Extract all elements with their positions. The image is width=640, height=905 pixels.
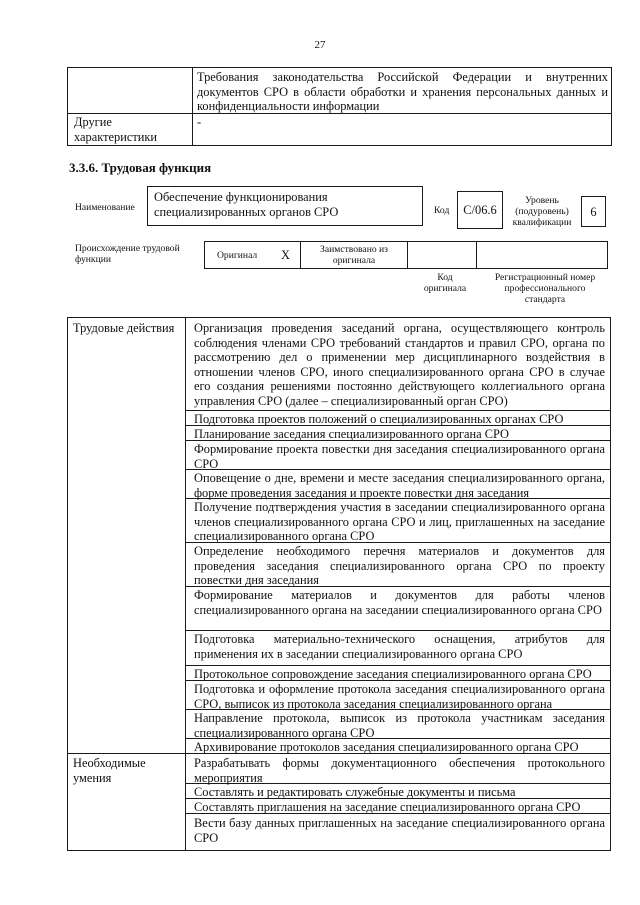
origin-label: Происхождение трудовой функции bbox=[75, 243, 180, 265]
name-label: Наименование bbox=[75, 202, 135, 213]
reg-number-caption: Регистрационный номер профессионального стандарта bbox=[494, 272, 596, 305]
borrowed-label: Заимствовано из оригинала bbox=[320, 244, 388, 266]
labor-action-item: Подготовка материально-технического оснащения, атрибутов для применения их в заседании специализированного органа СРО bbox=[194, 632, 605, 661]
code-original-caption: Код оригинала bbox=[423, 272, 467, 294]
page-number: 27 bbox=[314, 39, 326, 51]
labor-action-item: Получение подтверждения участия в заседании специализированного органа членов специализированного органа СРО и лиц, приглашенных на заседание специализированного органа СРО bbox=[194, 500, 605, 544]
section-title: 3.3.6. Трудовая функция bbox=[69, 160, 212, 175]
code-label: Код bbox=[434, 205, 450, 216]
level-value-box bbox=[581, 196, 606, 227]
required-skills-label: Необходимые умения bbox=[73, 756, 146, 785]
original-mark: X bbox=[281, 248, 290, 262]
code-value: C/06.6 bbox=[463, 203, 497, 217]
level-value: 6 bbox=[590, 205, 597, 219]
other-characteristics-value: - bbox=[197, 115, 202, 129]
skill-item: Разрабатывать формы документационного обеспечения протокольного мероприятия bbox=[194, 756, 605, 785]
level-label: Уровень (подуровень) квалификации bbox=[512, 195, 572, 228]
labor-action-item: Формирование материалов и документов для работы членов специализированного органа на заседании специализированного органа СРО bbox=[194, 588, 605, 617]
labor-action-item: Протокольное сопровождение заседания специализированного органа СРО bbox=[194, 667, 592, 681]
labor-action-item: Подготовка проектов положений о специализированных органах СРО bbox=[194, 412, 564, 426]
top-table-requirement-text: Требования законодательства Российской Федерации и внутренних документов СРО в области обработки и хранения персональных данных и конфиденциальности информации bbox=[197, 70, 608, 114]
labor-action-item: Подготовка и оформление протокола заседания специализированного органа СРО, выписок из протокола заседания специализированного органа bbox=[194, 682, 605, 711]
skill-item: Составлять и редактировать служебные документы и письма bbox=[194, 785, 516, 799]
labor-action-item: Определение необходимого перечня материалов и документов для проведения заседания специализированного органа СРО по проекту повестки дня заседания bbox=[194, 544, 605, 588]
labor-action-item: Формирование проекта повестки дня заседания специализированного органа СРО bbox=[194, 442, 605, 471]
labor-action-item: Направление протокола, выписок из протокола участникам заседания специализированного органа СРО bbox=[194, 711, 605, 740]
labor-action-item: Организация проведения заседаний органа, осуществляющего контроль соблюдения членами СРО требований стандартов и правил СРО, органа по рассмотрению дел о применении мер дисциплинарного воздействия в отношении членов СРО, иного специализированного органа СРО в случае его создания решениями постоянно действующего коллегиального органа управления СРО (далее – специализированный орган СРО) bbox=[194, 321, 605, 408]
code-value-box bbox=[457, 191, 503, 229]
name-value-box bbox=[147, 186, 423, 226]
skill-item: Вести базу данных приглашенных на заседание специализированного органа СРО bbox=[194, 816, 605, 845]
skill-item: Составлять приглашения на заседание специализированного органа СРО bbox=[194, 800, 581, 814]
other-characteristics-label: Другие характеристики bbox=[74, 115, 158, 144]
name-value: Обеспечение функционирования специализированных органов СРО bbox=[154, 190, 339, 219]
labor-action-item: Оповещение о дне, времени и месте заседания специализированного органа, форме проведения заседания и проекте повестки дня заседания bbox=[194, 471, 605, 500]
labor-actions-label: Трудовые действия bbox=[73, 321, 175, 335]
labor-action-item: Архивирование протоколов заседания специализированного органа СРО bbox=[194, 740, 579, 754]
labor-action-item: Планирование заседания специализированного органа СРО bbox=[194, 427, 509, 441]
original-label: Оригинал bbox=[217, 250, 258, 261]
